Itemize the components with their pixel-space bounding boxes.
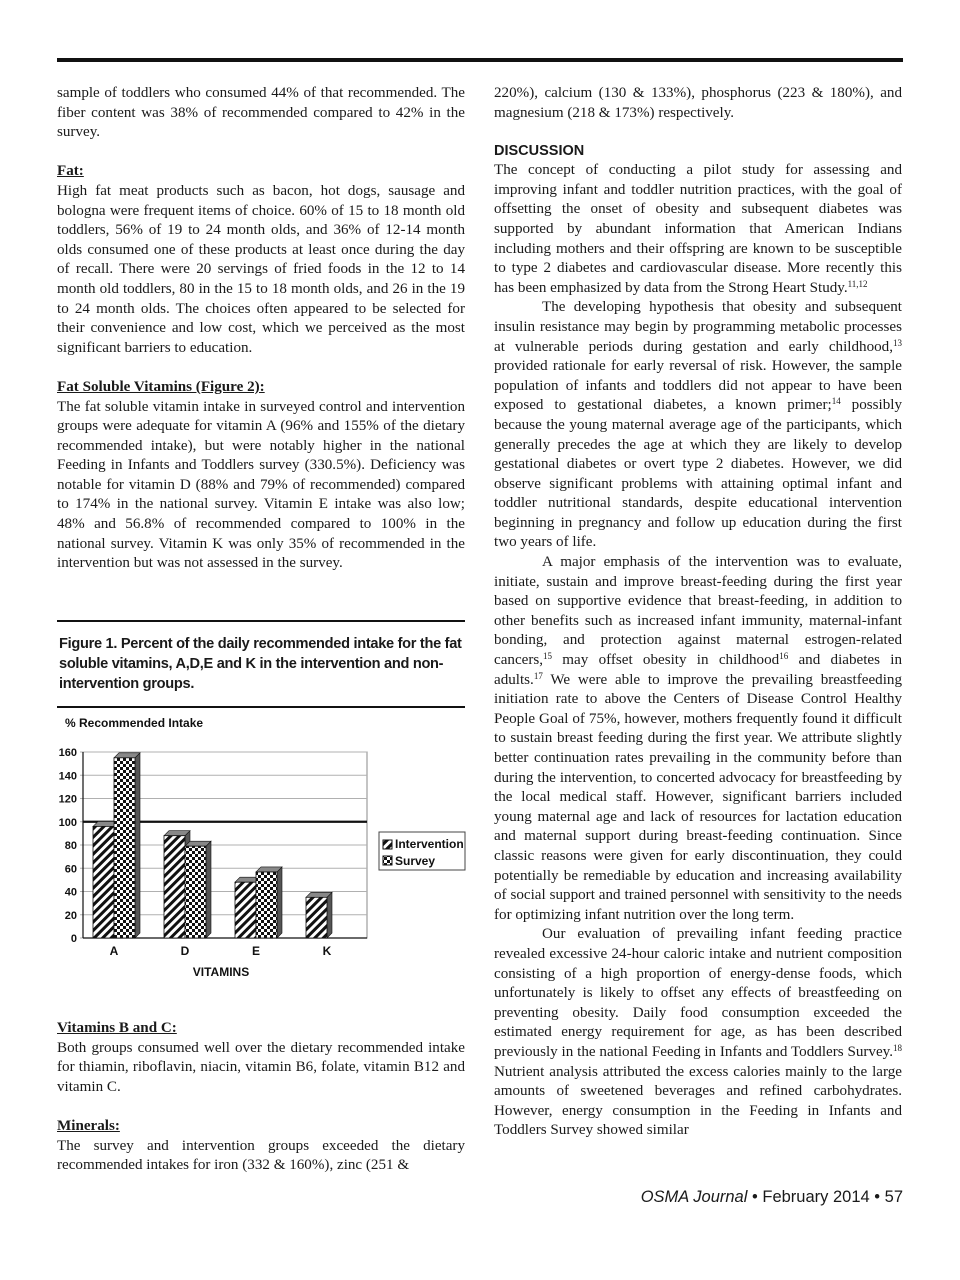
x-tick-label: K xyxy=(322,944,332,958)
paragraph-discussion-3 xyxy=(494,553,902,925)
text: may offset obesity in childhood xyxy=(552,652,780,669)
bar-top xyxy=(306,892,332,897)
x-tick-label: E xyxy=(251,944,261,958)
bar-chart xyxy=(57,710,477,990)
issue-date: February 2014 xyxy=(762,1188,870,1206)
paragraph-fat: High fat meat products such as bacon, hot dogs, sausage and bologna were frequent items of choice. 60% of 15 to 18 month old toddlers, 56% of 19 to 24 month olds, and 36% of 12-14 month olds consumed one of these products at least once during the day of recall. There were 20 servings of fried foods in the 12 to 14 month old toddlers, 80 in the 15 to 18 month olds, and 26 in the 19 to 24 month olds. The choices often appeared to be selected for their convenience and low cost, which we perceived as the most significant barriers to education. xyxy=(57,182,465,356)
legend-label-intervention: Intervention xyxy=(395,837,464,851)
x-tick-label: D xyxy=(180,944,190,958)
paragraph-minerals-cont: 220%), calcium (130 & 133%), phosphorus (223 & 180%), and magnesium (218 & 173%) respectively. xyxy=(494,85,902,121)
paragraph-discussion-4 xyxy=(494,925,902,1141)
chart-container xyxy=(57,710,477,990)
bar-intervention-e xyxy=(235,882,256,938)
citation: 15 xyxy=(543,651,553,662)
citation: 13 xyxy=(893,337,902,348)
figure-caption: Figure 1. Percent of the daily recommended intake for the fat soluble vitamins, A,D,E and K in the intervention and non-intervention groups. xyxy=(59,636,462,692)
heading-vitamins-b-c: Vitamins B and C: xyxy=(57,1020,177,1036)
journal-name: OSMA Journal xyxy=(640,1188,748,1206)
right-column xyxy=(494,84,902,1141)
y-tick-label: 20 xyxy=(64,909,77,922)
separator: • xyxy=(747,1188,763,1206)
paragraph-intro: sample of toddlers who consumed 44% of that recommended. The fiber content was 38% of recommended compared to 42% in the survey. xyxy=(57,85,465,141)
bar-top xyxy=(164,831,190,836)
bar-side xyxy=(206,841,211,938)
text: possibly because the young maternal average age of the participants, which generally precedes the age at which they are likely to develop gestational diabetes or overt type 2 diabetes. However, we did observe significant problems with attaining optimal infant and toddler nutritional standards, despite educational intervention beginning in pregnancy and follow up education during the first two years of life. xyxy=(494,397,902,551)
text: and diabetes in adults. xyxy=(494,652,902,688)
y-axis-label: % Recommended Intake xyxy=(65,716,204,730)
paragraph-minerals: The survey and intervention groups exceeded the dietary recommended intakes for iron (332 & 160%), zinc (251 & xyxy=(57,1137,465,1174)
bar-intervention-d xyxy=(164,836,185,938)
bar-side xyxy=(135,753,140,938)
bar-survey-d xyxy=(185,846,206,938)
y-tick-label: 40 xyxy=(64,886,77,899)
legend xyxy=(379,832,465,870)
paragraph-discussion-1 xyxy=(494,161,902,298)
citation: 14 xyxy=(831,396,841,407)
bar-top xyxy=(185,841,211,846)
y-tick-label: 160 xyxy=(58,747,77,759)
legend-swatch-intervention xyxy=(383,840,392,849)
text: provided rationale for early reversal of risk. However, the sample population of infants and toddlers did not appear to have been exposed to gestational diabetes, a known primer; xyxy=(494,358,902,414)
left-column-bottom xyxy=(57,1019,465,1176)
bar-survey-e xyxy=(256,872,277,938)
bar-top xyxy=(256,867,282,872)
paragraph-fat-soluble-vitamins: The fat soluble vitamin intake in surveyed control and intervention groups were adequate for vitamin A (96% and 155% of the dietary recommended intake), but were notably higher in the national Feeding in Infants and Toddlers survey (330.5%). Deficiency was notable for vitamin D (88% and 79% of recommended) compared to 174% in the national survey. Vitamin E intake was also low; 48% and 56.8% of recommended compared to 100% in the national survey. Vitamin K was only 35% of recommended in the intervention but was not assessed in the survey. xyxy=(57,398,465,572)
bar-survey-a xyxy=(114,758,135,938)
bar-intervention-k xyxy=(306,897,327,938)
y-tick-label: 140 xyxy=(58,770,77,783)
figure-1 xyxy=(57,620,465,708)
x-axis-label: VITAMINS xyxy=(192,965,250,979)
legend-swatch-survey xyxy=(383,856,392,865)
text: The developing hypothesis that obesity and subsequent insulin resistance may begin by programming metabolic processes at vulnerable periods during gestation and early childhood, xyxy=(494,299,902,355)
text: A major emphasis of the intervention was to evaluate, initiate, sustain and improve breast-feeding during the first year based on supportive evidence that breast-feeding, in addition to other benefits such as increased infant immunity, maternal-infant bonding, and protection against maternal estrogen-related cancers, xyxy=(494,554,902,669)
heading-fat-soluble-vitamins: Fat Soluble Vitamins (Figure 2): xyxy=(57,378,265,395)
legend-label-survey: Survey xyxy=(395,854,436,868)
x-tick-label: A xyxy=(109,944,119,958)
citation: 17 xyxy=(533,670,543,681)
figure-bottom-rule xyxy=(57,706,465,708)
bar-side xyxy=(327,892,332,938)
text: Nutrient analysis attributed the excess calories mainly to the large amounts of sweetened beverages and refined carbohydrates. However, energy consumption in the Feeding in Infants and Toddlers Survey showed similar xyxy=(494,1063,902,1139)
bar-intervention-a xyxy=(93,826,114,938)
heading-minerals: Minerals: xyxy=(57,1117,120,1134)
top-rule xyxy=(57,58,903,62)
separator: • xyxy=(869,1188,885,1206)
y-tick-label: 0 xyxy=(70,933,77,945)
citation: 16 xyxy=(779,651,789,662)
heading-fat: Fat: xyxy=(57,163,84,180)
page-number: 57 xyxy=(884,1188,903,1206)
page-footer xyxy=(641,1188,903,1207)
left-column xyxy=(57,84,465,574)
bar-top xyxy=(114,753,140,758)
figure-top-rule xyxy=(57,620,465,622)
citation: 18 xyxy=(893,1042,902,1053)
y-tick-label: 80 xyxy=(64,840,77,852)
y-tick-label: 60 xyxy=(64,863,77,876)
text: The concept of conducting a pilot study for assessing and improving infant and toddler nutrition practices, with the goal of offsetting the onset of obesity and subsequent diabetes was supported by abundant information that American Indians including mothers and their offspring are known to be susceptible to type 2 diabetes and cardiovascular disease. More recently this has been emphasized by data from the Strong Heart Study. xyxy=(494,162,902,296)
text: We were able to improve the prevailing breastfeeding initiation rate to above the Centers of Disease Control Healthy People Goal of 75%, however, mothers frequently found it difficult to sustain breast feeding during the first year. We attribute slightly better continuation rates prevailing in the community before than during the intervention, to concerted advocacy for breastfeeding by the local medical staff. However, significant barriers included young maternal age and lack of resources for lactation education and maternal support during breast-feeding continuation. Since classic reasons were given for early discontinuation, they could potentially be remediable by education and increasing availability of social support and trained personnel with sensitivity to the needs for optimizing infant nutrition over the long term. xyxy=(494,671,902,923)
bar-side xyxy=(277,867,282,938)
heading-discussion: DISCUSSION xyxy=(494,143,585,160)
y-tick-label: 120 xyxy=(58,793,77,806)
citation: 11,12 xyxy=(847,278,868,289)
text: Our evaluation of prevailing infant feeding practice revealed excessive 24-hour caloric intake and nutrient composition consisting of a high proportion of energy-dense foods, which unfortunately is likely to offset any effects of breastfeeding on preventing obesity. Daily food consumption exceeded the estimated energy requirement for age, as has been described previously in the national Feeding in Infants and Toddlers Survey. xyxy=(494,926,902,1060)
y-tick-label: 100 xyxy=(58,816,77,829)
paragraph-vitamins-b-c: Both groups consumed well over the dietary recommended intake for thiamin, riboflavin, niacin, vitamin B6, folate, vitamin B12 and vitamin C. xyxy=(57,1039,465,1095)
paragraph-discussion-2 xyxy=(494,298,902,553)
